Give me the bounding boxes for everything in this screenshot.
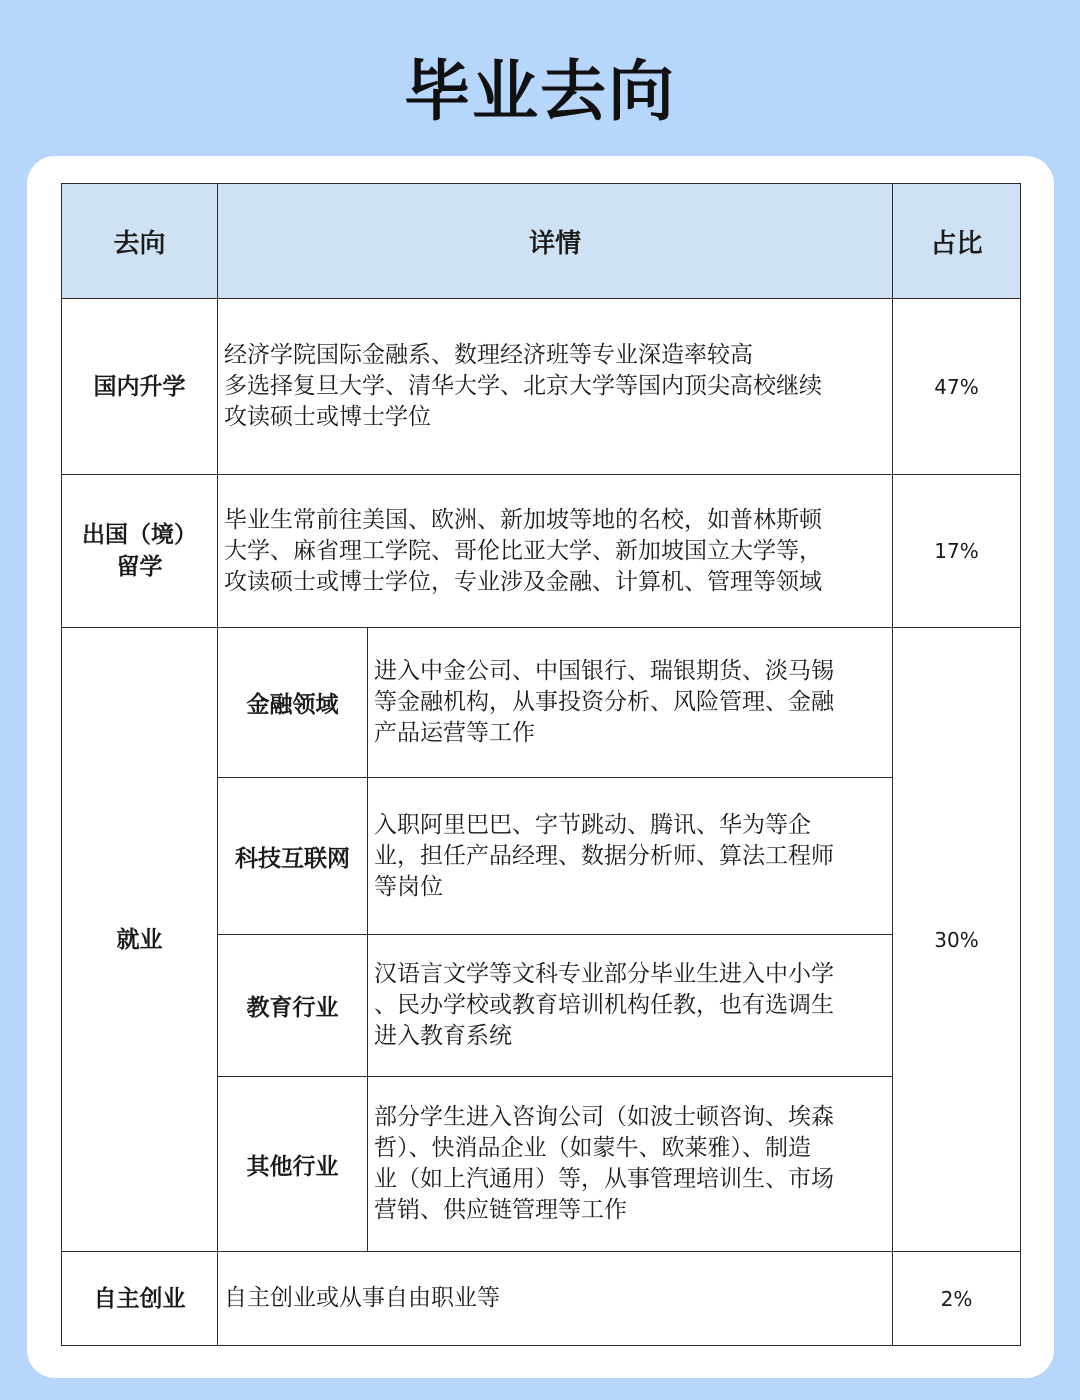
- page-title: 毕业去向: [404, 53, 676, 130]
- details-other-industries: 部分学生进入咨询公司（如波士顿咨询、埃森 哲）、快消品企业（如蒙牛、欧莱雅）、制造 业（如上汽通用）等，从事管理培训生、市场 营销、供应链管理等工作: [368, 1077, 893, 1252]
- table-row-study-abroad: [62, 475, 1021, 628]
- ratio-domestic-study: 47%: [893, 299, 1021, 475]
- ratio-study-abroad: 17%: [893, 475, 1021, 628]
- details-finance: 进入中金公司、中国银行、瑞银期货、淡马锡 等金融机构，从事投资分析、风险管理、金融 产品运营等工作: [368, 628, 893, 778]
- sub-education: 教育行业: [218, 935, 368, 1077]
- table-row-entrepreneurship: [62, 1252, 1021, 1346]
- sub-other-industries: 其他行业: [218, 1077, 368, 1252]
- details-domestic-study: 经济学院国际金融系、数理经济班等专业深造率较高 多选择复旦大学、清华大学、北京大学等国内顶尖高校继续 攻读硕士或博士学位: [218, 299, 893, 475]
- details-study-abroad: 毕业生常前往美国、欧洲、新加坡等地的名校，如普林斯顿 大学、麻省理工学院、哥伦比亚大学、新加坡国立大学等， 攻读硕士或博士学位，专业涉及金融、计算机、管理等领域: [218, 475, 893, 628]
- details-entrepreneurship: 自主创业或从事自由职业等: [218, 1252, 893, 1346]
- table-row-employment-finance: [62, 628, 1021, 778]
- category-employment: 就业: [62, 628, 218, 1252]
- table-row-domestic-study: [62, 299, 1021, 475]
- table-header-row: [62, 184, 1021, 299]
- graduate-destination-table: [61, 183, 1021, 1346]
- details-education: 汉语言文学等文科专业部分毕业生进入中小学 、民办学校或教育培训机构任教，也有选调生 进入教育系统: [368, 935, 893, 1077]
- header-details: 详情: [218, 184, 893, 299]
- details-tech-internet: 入职阿里巴巴、字节跳动、腾讯、华为等企 业，担任产品经理、数据分析师、算法工程师 等岗位: [368, 778, 893, 935]
- sub-finance: 金融领域: [218, 628, 368, 778]
- sub-tech-internet: 科技互联网: [218, 778, 368, 935]
- category-study-abroad: 出国（境） 留学: [62, 475, 218, 628]
- header-direction: 去向: [62, 184, 218, 299]
- ratio-entrepreneurship: 2%: [893, 1252, 1021, 1346]
- category-entrepreneurship: 自主创业: [62, 1252, 218, 1346]
- ratio-employment: 30%: [893, 628, 1021, 1252]
- header-ratio: 占比: [893, 184, 1021, 299]
- category-domestic-study: 国内升学: [62, 299, 218, 475]
